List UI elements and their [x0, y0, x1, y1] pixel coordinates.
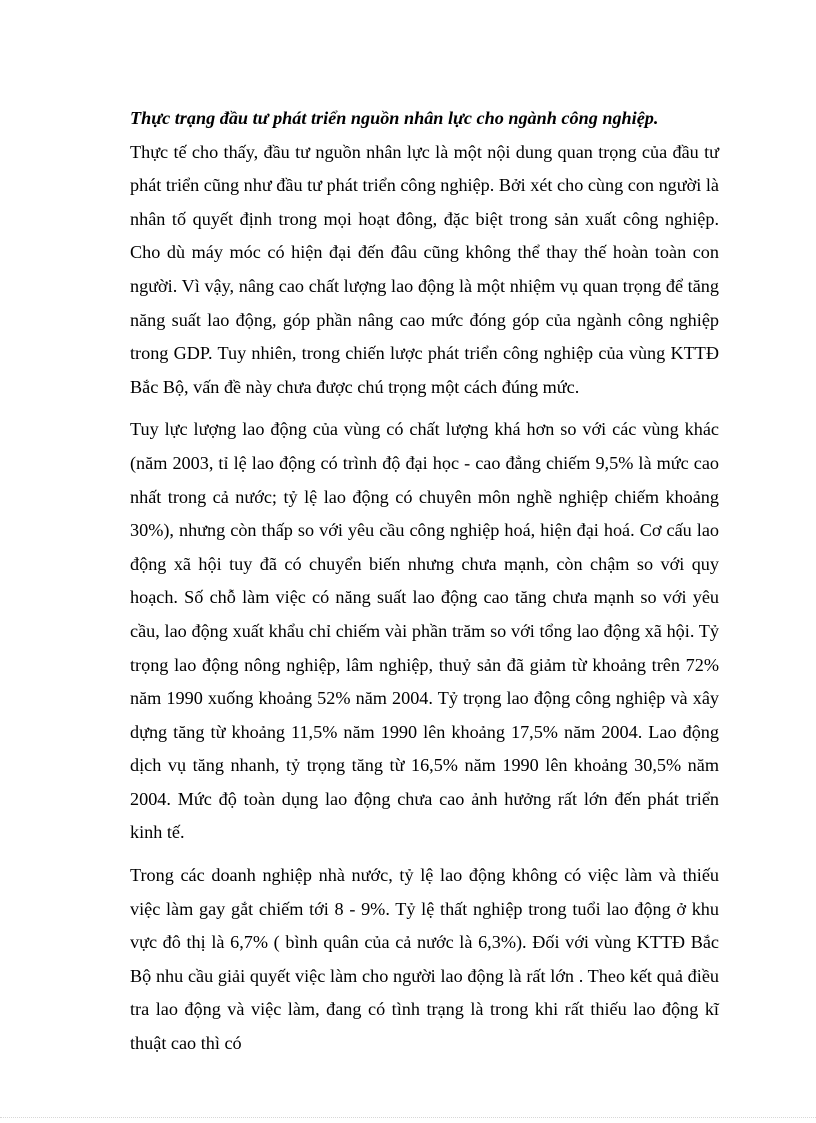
paragraph-2 — [130, 413, 719, 850]
paragraph-1-text: Thực tế cho thấy, đầu tư nguồn nhân lực là một nội dung quan trọng của đầu tư phát triển cũng như đầu tư phát triển công nghiệp. Bởi xét cho cùng con người là nhân tố quyết định trong mọi hoạt đông, đặc biệt trong sản xuất công nghiệp. Cho dù máy móc có hiện đại đến đâu cũng không thể thay thế hoàn toàn con người. Vì vậy, nâng cao chất lượng lao động là một nhiệm vụ quan trọng để tăng năng suất lao động, góp phần nâng cao mức đóng góp của ngành công nghiệp trong GDP. Tuy nhiên, trong chiến lược phát triển công nghiệp của vùng KTTĐ Bắc Bộ, vấn đề này chưa được chú trọng một cách đúng mức. — [130, 141, 719, 397]
paragraph-3 — [130, 859, 719, 1061]
page-bottom-border — [0, 1117, 816, 1118]
paragraph-1 — [130, 136, 719, 405]
paragraph-2-text: Tuy lực lượng lao động của vùng có chất lượng khá hơn so với các vùng khác (năm 2003, tỉ lệ lao động có trình độ đại học - cao đẳng chiếm 9,5% là mức cao nhất trong cả nước; tỷ lệ lao động có chuyên môn nghề nghiệp chiếm khoảng 30%), nhưng còn thấp so với yêu cầu công nghiệp hoá, hiện đại hoá. Cơ cấu lao động xã hội tuy đã có chuyển biến nhưng chưa mạnh, còn chậm so với quy hoạch. Số chỗ làm việc có năng suất lao động cao tăng chưa mạnh so với yêu cầu, lao động xuất khẩu chỉ chiếm vài phần trăm so với tổng lao động xã hội. Tỷ trọng lao động nông nghiệp, lâm nghiệp, thuỷ sản đã giảm từ khoảng trên 72% năm 1990 xuống khoảng 52% năm 2004. Tỷ trọng lao động công nghiệp và xây dựng tăng từ khoảng 11,5% năm 1990 lên khoảng 17,5% năm 2004. Lao động dịch vụ tăng nhanh, tỷ trọng tăng từ 16,5% năm 1990 lên khoảng 30,5% năm 2004. Mức độ toàn dụng lao động chưa cao ảnh hưởng rất lớn đến phát triển kinh tế. — [130, 419, 719, 843]
document-body — [130, 102, 719, 1061]
section-heading: Thực trạng đầu tư phát triển nguồn nhân lực cho ngành công nghiệp. — [130, 108, 659, 128]
paragraph-3-text: Trong các doanh nghiệp nhà nước, tỷ lệ lao động không có việc làm và thiếu việc làm gay gắt chiếm tới 8 - 9%. Tỷ lệ thất nghiệp trong tuổi lao động ở khu vực đô thị là 6,7% ( bình quân của cả nước là 6,3%). Đối với vùng KTTĐ Bắc Bộ nhu cầu giải quyết việc làm cho người lao động là rất lớn . Theo kết quả điều tra lao động và việc làm, đang có tình trạng là trong khi rất thiếu lao động kĩ thuật cao thì có — [130, 865, 719, 1054]
